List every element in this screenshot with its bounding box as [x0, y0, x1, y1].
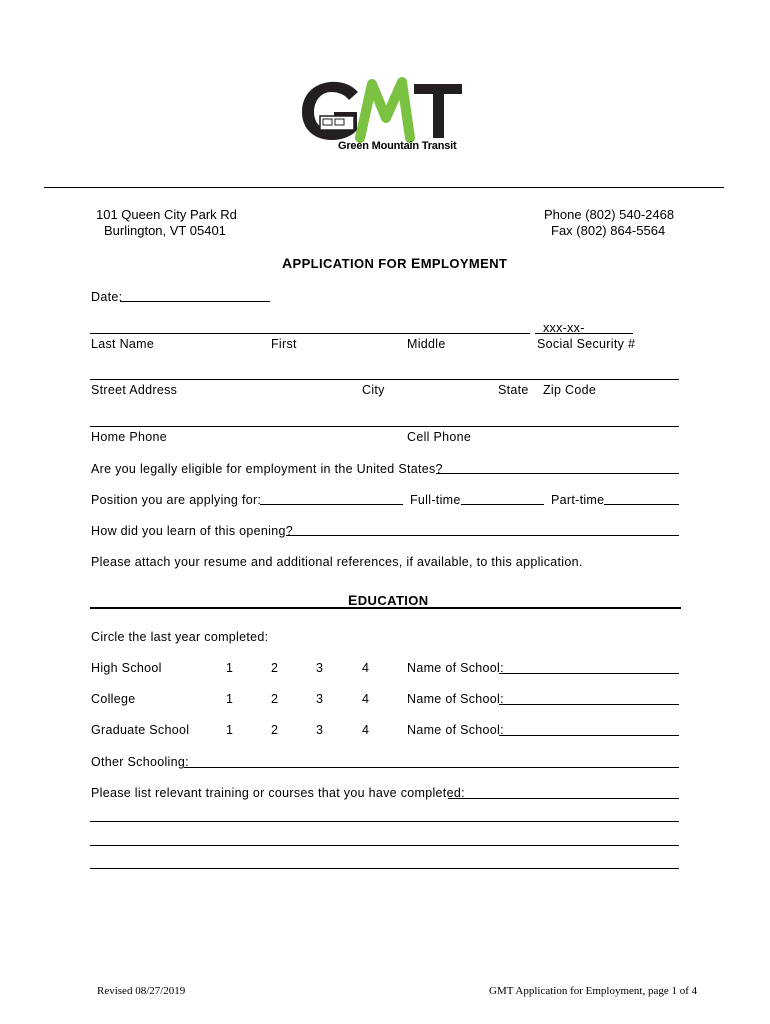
year-4[interactable]: 4	[362, 692, 370, 706]
cell-phone-label: Cell Phone	[407, 430, 472, 444]
college-name-field[interactable]	[499, 704, 679, 705]
first-name-label: First	[271, 337, 297, 351]
address-city: Burlington, VT 05401	[104, 223, 226, 238]
date-field[interactable]	[120, 301, 270, 302]
revised-date: Revised 08/27/2019	[97, 985, 186, 997]
learn-question: How did you learn of this opening?	[91, 524, 293, 538]
ssn-prefix: xxx-xx-	[543, 321, 585, 335]
eligibility-question: Are you legally eligible for employment in the United States?	[91, 462, 443, 476]
contact-fax: Fax (802) 864-5564	[551, 223, 666, 238]
training-line-2[interactable]	[90, 845, 679, 846]
eligibility-field[interactable]	[436, 473, 679, 474]
training-question: Please list relevant training or courses that you have completed:	[91, 786, 465, 800]
education-rest: DUCATION	[357, 593, 429, 608]
address-street: 101 Queen City Park Rd	[96, 207, 237, 222]
training-field[interactable]	[448, 798, 679, 799]
address-field[interactable]	[90, 379, 679, 380]
education-initial: E	[348, 592, 358, 608]
phone-field[interactable]	[90, 426, 679, 427]
circle-instruction: Circle the last year completed:	[91, 630, 269, 644]
other-schooling-label: Other Schooling:	[91, 755, 189, 769]
learn-field[interactable]	[286, 535, 679, 536]
position-field[interactable]	[260, 504, 403, 505]
year-4[interactable]: 4	[362, 661, 370, 675]
home-phone-label: Home Phone	[91, 430, 167, 444]
title-initial-a: A	[282, 255, 293, 271]
page-footer: GMT Application for Employment, page 1 of 4	[489, 985, 698, 997]
city-label: City	[362, 383, 385, 397]
zip-code-label: Zip Code	[543, 383, 597, 397]
year-3[interactable]: 3	[316, 661, 324, 675]
name-field[interactable]	[90, 333, 530, 334]
title-part-a: PPLICATION FOR	[292, 256, 411, 271]
year-1[interactable]: 1	[226, 723, 234, 737]
year-2[interactable]: 2	[271, 692, 279, 706]
training-line-3[interactable]	[90, 868, 679, 869]
page-title	[282, 255, 507, 271]
ssn-field[interactable]	[535, 333, 633, 334]
year-4[interactable]: 4	[362, 723, 370, 737]
education-rule	[90, 607, 681, 609]
logo-tagline: Green Mountain Transit	[338, 140, 457, 152]
middle-name-label: Middle	[407, 337, 446, 351]
other-schooling-field[interactable]	[184, 767, 679, 768]
title-part-e: MPLOYMENT	[420, 256, 508, 271]
training-line-1[interactable]	[90, 821, 679, 822]
date-label: Date:	[91, 290, 123, 304]
state-label: State	[498, 383, 529, 397]
header-rule	[44, 187, 724, 188]
school-name-label: Name of School:	[407, 661, 504, 675]
part-time-label: Part-time	[551, 493, 605, 507]
year-1[interactable]: 1	[226, 692, 234, 706]
year-2[interactable]: 2	[271, 661, 279, 675]
ssn-label: Social Security #	[537, 337, 636, 351]
level-label-graduate-school: Graduate School	[91, 723, 190, 737]
title-initial-e: E	[410, 255, 421, 271]
year-3[interactable]: 3	[316, 692, 324, 706]
attach-note: Please attach your resume and additional references, if available, to this application.	[91, 555, 583, 569]
full-time-field[interactable]	[461, 504, 544, 505]
school-name-label: Name of School:	[407, 723, 504, 737]
level-label-high-school: High School	[91, 661, 162, 675]
contact-phone: Phone (802) 540-2468	[544, 207, 675, 222]
last-name-label: Last Name	[91, 337, 155, 351]
position-label: Position you are applying for:	[91, 493, 262, 507]
level-label-college: College	[91, 692, 136, 706]
high-school-name-field[interactable]	[499, 673, 679, 674]
street-address-label: Street Address	[91, 383, 178, 397]
part-time-field[interactable]	[604, 504, 679, 505]
year-3[interactable]: 3	[316, 723, 324, 737]
year-1[interactable]: 1	[226, 661, 234, 675]
full-time-label: Full-time	[410, 493, 461, 507]
graduate-school-name-field[interactable]	[499, 735, 679, 736]
school-name-label: Name of School:	[407, 692, 504, 706]
education-heading	[348, 592, 429, 608]
year-2[interactable]: 2	[271, 723, 279, 737]
